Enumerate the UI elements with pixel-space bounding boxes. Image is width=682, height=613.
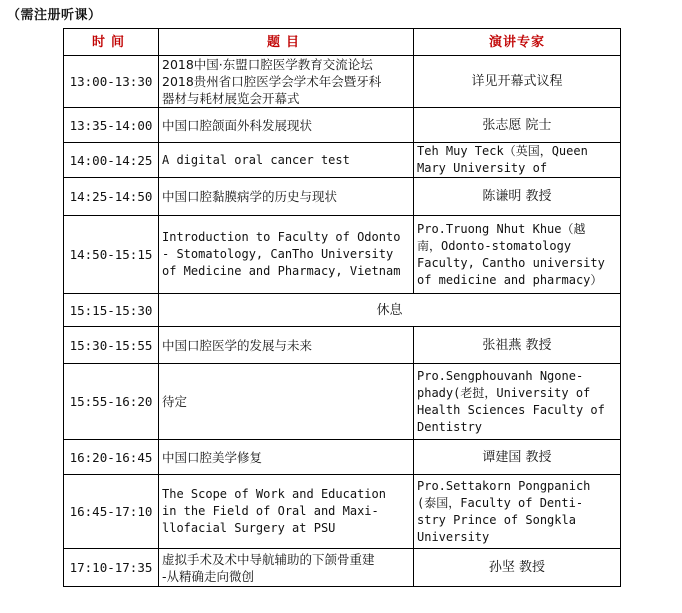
speaker-line: 孙坚 教授 — [488, 560, 546, 575]
speaker-line: Pro.Settakorn Pongpanich — [417, 478, 591, 493]
speaker-line: Teh Muy Teck（英国，Queen — [417, 144, 588, 158]
row-speaker — [414, 178, 621, 216]
header-topic: 题目 — [159, 29, 414, 56]
row-time: 15:15-15:30 — [64, 294, 159, 327]
topic-line: of Medicine and Pharmacy, Vietnam — [162, 264, 401, 278]
row-topic — [159, 216, 414, 294]
table-row — [64, 143, 621, 178]
topic-line: 中国口腔黏膜病学的历史与现状 — [162, 189, 338, 204]
table-row — [64, 549, 621, 587]
row-speaker — [414, 108, 621, 143]
row-speaker — [414, 56, 621, 108]
row-speaker — [414, 364, 621, 440]
row-speaker — [414, 475, 621, 549]
speaker-line: 张祖燕 教授 — [482, 337, 552, 353]
table-row — [64, 108, 621, 143]
table-row — [64, 364, 621, 440]
speaker-line: University — [417, 529, 490, 544]
topic-line: 中国口腔颌面外科发展现状 — [162, 117, 313, 133]
table-row — [64, 327, 621, 364]
table-row — [64, 294, 621, 327]
registration-note: （需注册听课） — [7, 8, 102, 23]
speaker-line: 南，Odonto-stomatology — [417, 238, 572, 253]
speaker-line: phady(老挝，University of — [417, 385, 591, 400]
row-speaker — [414, 549, 621, 587]
row-topic — [159, 56, 414, 108]
table-row — [64, 475, 621, 549]
speaker-line: Pro.Sengphouvanh Ngone- — [417, 368, 584, 383]
topic-line: 器材与耗材展览会开幕式 — [162, 91, 300, 106]
row-time: 16:45-17:10 — [64, 475, 159, 549]
topic-line: - Stomatology, CanTho University — [162, 247, 394, 261]
row-topic — [159, 178, 414, 216]
row-speaker — [414, 216, 621, 294]
row-time: 15:55-16:20 — [64, 364, 159, 440]
topic-line: -从精确走向微创 — [162, 568, 255, 584]
topic-line: llofacial Surgery at PSU — [162, 521, 336, 535]
speaker-line: 张志愿 院士 — [482, 117, 552, 133]
row-speaker — [414, 143, 621, 178]
schedule-body — [64, 29, 621, 587]
speaker-line: Health Sciences Faculty of — [417, 402, 605, 417]
table-row — [64, 216, 621, 294]
table-row — [64, 178, 621, 216]
speaker-line: Faculty, Cantho university — [417, 255, 605, 270]
row-time: 16:20-16:45 — [64, 440, 159, 475]
row-topic — [159, 440, 414, 475]
row-time: 17:10-17:35 — [64, 549, 159, 587]
row-time: 14:00-14:25 — [64, 143, 159, 178]
row-time: 13:00-13:30 — [64, 56, 159, 108]
header-time: 时间 — [64, 29, 159, 56]
speaker-line: 谭建国 教授 — [482, 449, 552, 465]
row-time: 15:30-15:55 — [64, 327, 159, 364]
schedule-table — [63, 28, 621, 587]
speaker-line: Mary University of — [417, 161, 548, 175]
table-row — [64, 440, 621, 475]
topic-line: 中国口腔美学修复 — [162, 449, 263, 465]
topic-line: Introduction to Faculty of Odonto — [162, 230, 401, 244]
speaker-line: of medicine and pharmacy） — [417, 272, 603, 287]
row-topic — [159, 475, 414, 549]
header-row — [64, 29, 621, 56]
row-time: 14:50-15:15 — [64, 216, 159, 294]
row-speaker — [414, 327, 621, 364]
row-topic — [159, 327, 414, 364]
topic-line: 待定 — [162, 394, 188, 409]
speaker-line: stry Prince of Songkla — [417, 512, 576, 527]
header-speaker: 演讲专家 — [414, 29, 621, 56]
topic-line: The Scope of Work and Education — [162, 487, 386, 501]
row-time: 13:35-14:00 — [64, 108, 159, 143]
topic-line: in the Field of Oral and Maxi- — [162, 504, 379, 518]
speaker-line: (泰国，Faculty of Denti- — [417, 495, 584, 510]
row-topic — [159, 549, 414, 587]
table-row — [64, 56, 621, 108]
break-label: 休息 — [159, 294, 621, 327]
topic-line: 2018中国·东盟口腔医学教育交流论坛 — [162, 57, 373, 72]
row-time: 14:25-14:50 — [64, 178, 159, 216]
speaker-line: 陈谦明 教授 — [482, 189, 552, 204]
speaker-line: Dentistry — [417, 419, 483, 434]
row-topic — [159, 108, 414, 143]
speaker-line: 详见开幕式议程 — [471, 74, 563, 89]
row-topic — [159, 143, 414, 178]
topic-line: 虚拟手术及术中导航辅助的下颌骨重建 — [162, 551, 375, 567]
topic-line: A digital oral cancer test — [162, 152, 350, 167]
row-speaker — [414, 440, 621, 475]
speaker-line: Pro.Truong Nhut Khue（越 — [417, 221, 586, 236]
topic-line: 中国口腔医学的发展与未来 — [162, 337, 313, 353]
row-topic — [159, 364, 414, 440]
topic-line: 2018贵州省口腔医学会学术年会暨牙科 — [162, 74, 382, 89]
